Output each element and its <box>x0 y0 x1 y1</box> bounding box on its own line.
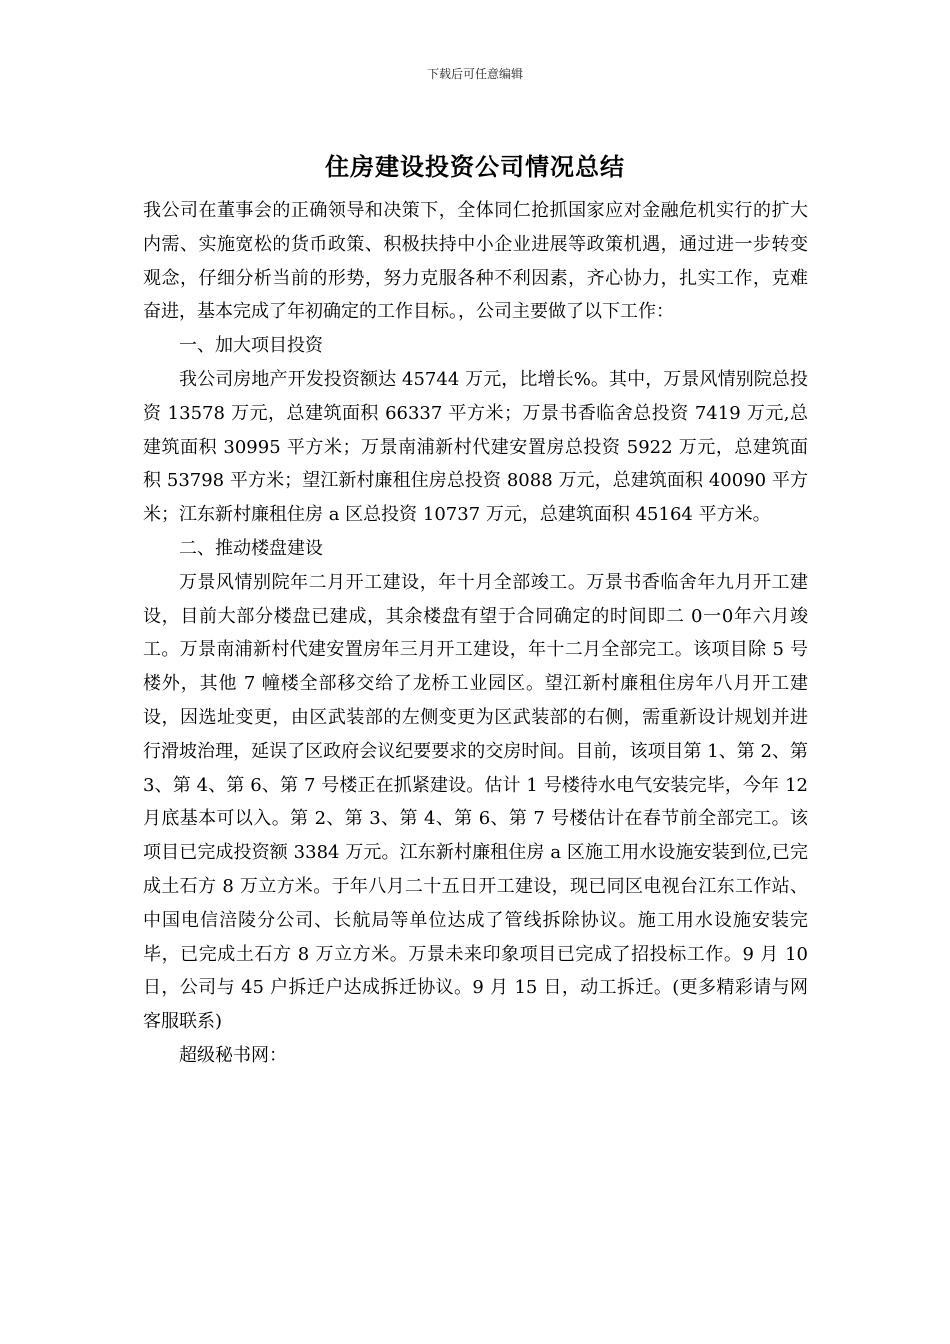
section-heading-construction: 二、推动楼盘建设 <box>179 537 323 559</box>
section-heading-investment: 一、加大项目投资 <box>179 335 323 357</box>
document-title: 住房建设投资公司情况总结 <box>325 152 625 181</box>
closing-line: 超级秘书网： <box>179 1044 287 1066</box>
document-body <box>143 194 808 1073</box>
investment-paragraph: 我公司房地产开发投资额达 45744 万元，比增长%。其中，万景风情别院总投资 13578 万元，总建筑面积 66337 平方米；万景书香临舍总投资 7419 万元,总建筑面积 30995 平方米；万景南浦新村代建安置房总投资 5922 万元，总建筑面积 53798 平方米；望江新村廉租住房总投资 8088 万元，总建筑面积 40090 平方米；江东新村廉租住房 a 区总投资 10737 万元，总建筑面积 45164 平方米。 <box>143 368 808 526</box>
header-note: 下载后可任意编辑 <box>426 67 523 81</box>
construction-paragraph: 万景风情别院年二月开工建设，年十月全部竣工。万景书香临舍年九月开工建设，目前大部分楼盘已建成，其余楼盘有望于合同确定的时间即二 0一0年六月竣工。万景南浦新村代建安置房年三月开工建设，年十二月全部完工。该项目除 5 号楼外，其他 7 幢楼全部移交给了龙桥工业园区。望江新村廉租住房年八月开工建设，因选址变更，由区武装部的左侧变更为区武装部的右侧，需重新设计规划并进行滑坡治理，延误了区政府会议纪要要求的交房时间。目前，该项目第 1、第 2、第 3、第 4、第 6、第 7 号楼正在抓紧建设。估计 1 号楼待水电气安装完毕，今年 12 月底基本可以入。第 2、第 3、第 4、第 6、第 7 号楼估计在春节前全部完工。该项目已完成投资额 3384 万元。江东新村廉租住房 a 区施工用水设施安装到位,已完成土石方 8 万立方米。于年八月二十五日开工建设，现已同区电视台江东工作站、中国电信涪陵分公司、长航局等单位达成了管线拆除协议。施工用水设施安装完毕，已完成土石方 8 万立方米。万景未来印象项目已完成了招投标工作。9 月 10 日，公司与 45 户拆迁户达成拆迁协议。9 月 15 日，动工拆迁。(更多精彩请与网客服联系) <box>143 571 808 1033</box>
intro-paragraph: 我公司在董事会的正确领导和决策下，全体同仁抢抓国家应对金融危机实行的扩大内需、实施宽松的货币政策、积极扶持中小企业进展等政策机遇，通过进一步转变观念，仔细分析当前的形势，努力克服各种不利因素，齐心协力，扎实工作，克难奋进，基本完成了年初确定的工作目标。，公司主要做了以下工作： <box>143 200 808 323</box>
